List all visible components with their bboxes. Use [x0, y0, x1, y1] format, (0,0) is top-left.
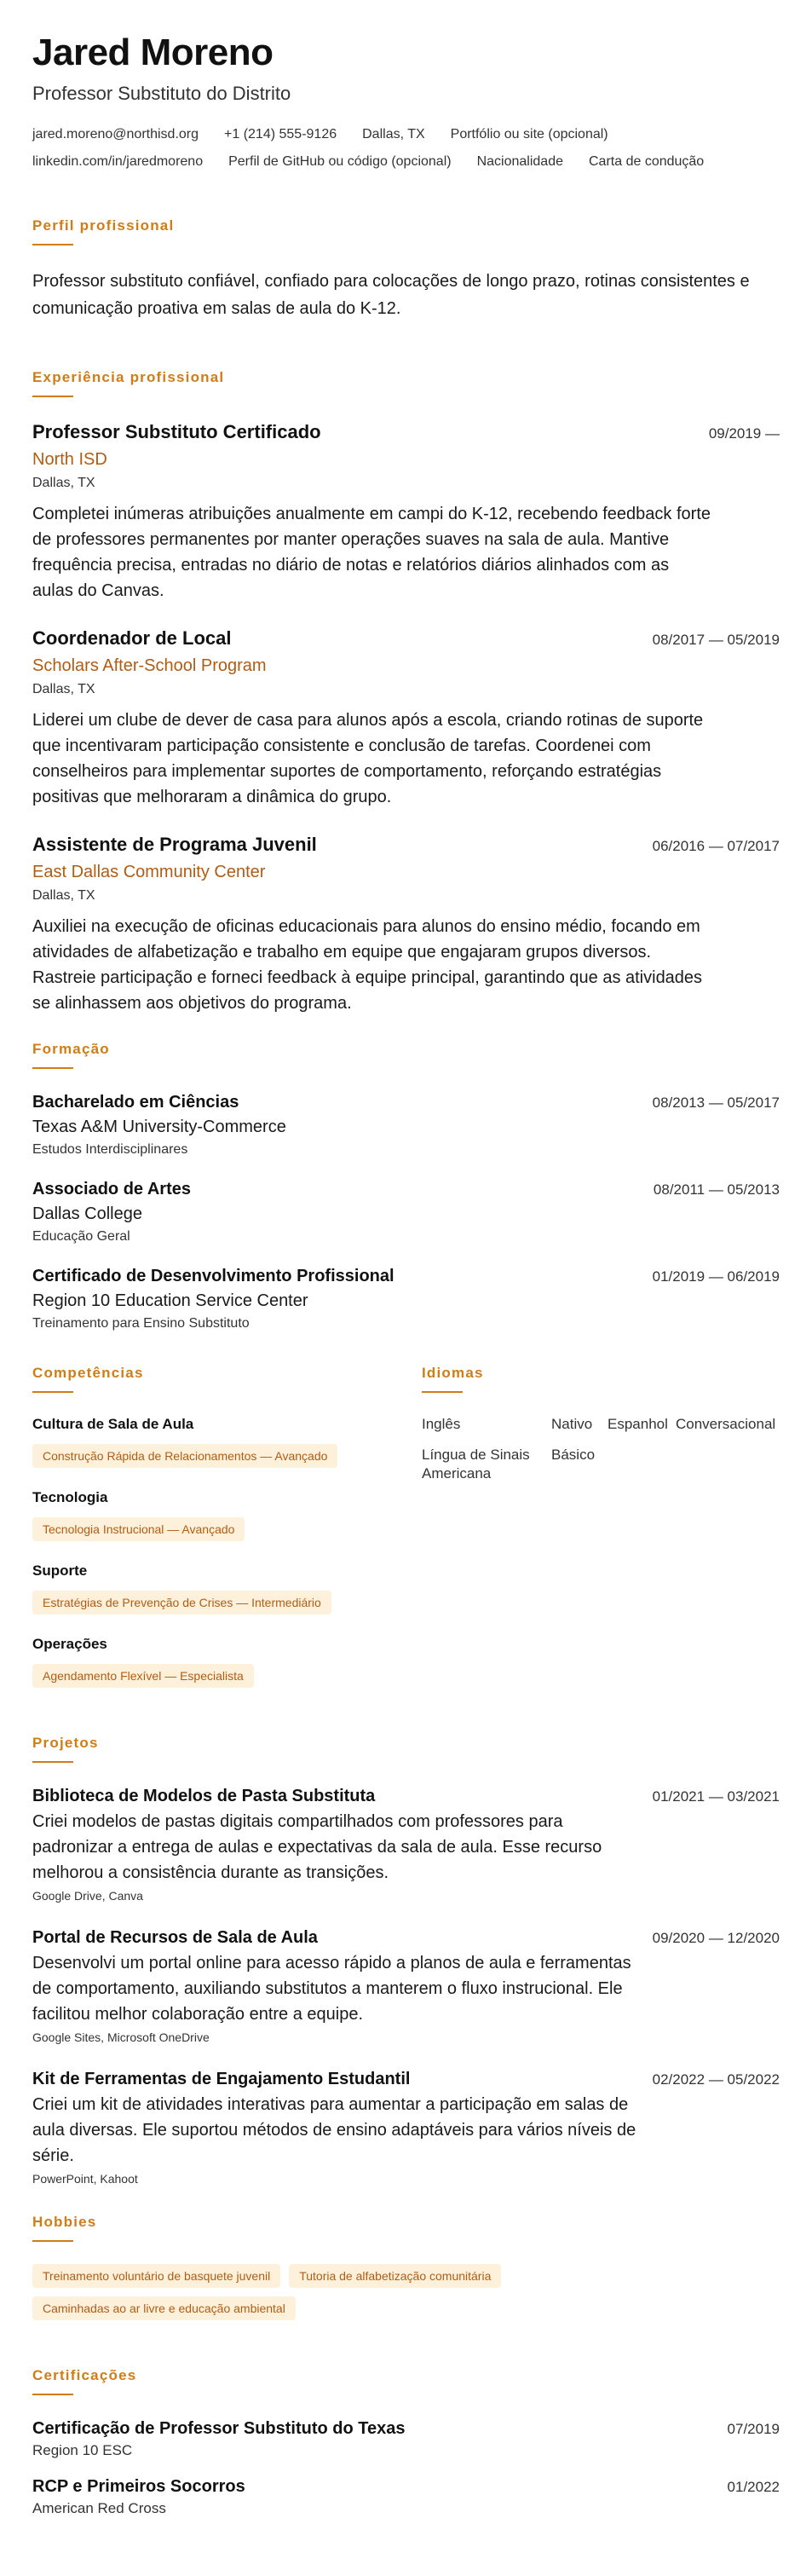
project-title: Portal de Recursos de Sala de Aula — [32, 1928, 318, 1947]
skill-chip: Agendamento Flexível — Especialista — [32, 1664, 254, 1688]
contact-driving-license: Carta de condução — [589, 154, 705, 169]
project-description: Desenvolvi um portal online para acesso rápido a planos de aula e ferramentas de comportamento, auxiliando substitutos a manterem o fluxo instrucional. Ele facilitou melhor colaboração entre a equipe. — [32, 1954, 631, 2024]
education-field: Treinamento para Ensino Substituto — [32, 1316, 250, 1331]
section-divider — [32, 1761, 73, 1763]
section-title: Certificações — [32, 2367, 137, 2383]
project-tech: PowerPoint, Kahoot — [32, 2172, 138, 2186]
education-school: Dallas College — [32, 1204, 142, 1223]
section-divider — [32, 1391, 73, 1393]
section-title: Formação — [32, 1041, 110, 1057]
skills-section — [32, 1364, 407, 1708]
job-location: Dallas, TX — [32, 682, 95, 696]
job-company: North ISD — [32, 450, 107, 469]
education-school: Region 10 Education Service Center — [32, 1291, 308, 1310]
job-location: Dallas, TX — [32, 476, 95, 490]
education-date: 08/2011 — 05/2013 — [653, 1181, 780, 1198]
contact-nationality: Nacionalidade — [476, 154, 563, 169]
project-title: Biblioteca de Modelos de Pasta Substituta — [32, 1787, 376, 1805]
contact-portfolio[interactable]: Portfólio ou site (opcional) — [450, 127, 608, 142]
education-field: Estudos Interdisciplinares — [32, 1142, 188, 1157]
project-date: 01/2021 — 03/2021 — [652, 1788, 780, 1805]
contact-linkedin[interactable]: linkedin.com/in/jaredmoreno — [32, 154, 204, 169]
skill-chip: Tecnologia Instrucional — Avançado — [32, 1517, 245, 1541]
language-name: Espanhol — [608, 1416, 668, 1432]
skill-category — [32, 1415, 407, 1468]
hobbies-section — [32, 2213, 780, 2320]
experience-section — [32, 368, 780, 1016]
certification-item — [32, 2417, 780, 2460]
section-divider — [422, 1391, 463, 1393]
project-item — [32, 2068, 780, 2187]
skill-chip: Estratégias de Prevenção de Crises — Intermediário — [32, 1591, 331, 1614]
hobby-chip: Treinamento voluntário de basquete juvenil — [32, 2264, 280, 2288]
job-title: Professor Substituto Certificado — [32, 421, 321, 442]
experience-item — [32, 419, 780, 604]
job-date: 09/2019 — — [708, 425, 780, 442]
project-description: Criei um kit de atividades interativas para aumentar a participação em salas de aula diversas. Ele suportou métodos de ensino adaptáveis para vários níveis de série. — [32, 2095, 636, 2165]
language-level: Conversacional — [676, 1416, 776, 1432]
contact-email[interactable]: jared.moreno@northisd.org — [32, 127, 199, 142]
project-date: 09/2020 — 12/2020 — [652, 1930, 780, 1946]
certification-issuer: Region 10 ESC — [32, 2442, 133, 2458]
certification-name: RCP e Primeiros Socorros — [32, 2477, 245, 2496]
section-divider — [32, 2240, 73, 2242]
certification-item — [32, 2475, 780, 2518]
job-date: 06/2016 — 07/2017 — [652, 838, 780, 854]
education-degree: Associado de Artes — [32, 1180, 191, 1198]
job-title: Coordenador de Local — [32, 627, 232, 649]
education-date: 08/2013 — 05/2017 — [652, 1095, 780, 1111]
job-description: Liderei um clube de dever de casa para alunos após a escola, criando rotinas de suporte que incentivaram participação consistente e conclusão de tarefas. Coordenei com conselheiros para implementar suportes de comportamento, reforçando estratégias positivas que melhoraram a dinâmica do grupo. — [32, 711, 704, 806]
skill-category — [32, 1488, 407, 1541]
project-tech: Google Sites, Microsoft OneDrive — [32, 2030, 210, 2044]
resume-header — [32, 31, 780, 170]
project-date: 02/2022 — 05/2022 — [652, 2071, 780, 2088]
contact-github[interactable]: Perfil de GitHub ou código (opcional) — [228, 154, 452, 169]
section-divider — [32, 2394, 73, 2395]
section-title: Perfil profissional — [32, 217, 175, 234]
experience-item — [32, 626, 780, 810]
contact-location: Dallas, TX — [362, 127, 425, 142]
education-date: 01/2019 — 06/2019 — [652, 1268, 780, 1285]
job-company: Scholars After-School Program — [32, 656, 267, 675]
job-location: Dallas, TX — [32, 888, 95, 903]
education-item — [32, 1091, 780, 1159]
project-item — [32, 1926, 780, 2046]
hobby-chip: Caminhadas ao ar livre e educação ambiental — [32, 2296, 296, 2320]
job-date: 08/2017 — 05/2019 — [652, 632, 780, 648]
skill-chip: Construção Rápida de Relacionamentos — Avançado — [32, 1444, 337, 1468]
job-company: East Dallas Community Center — [32, 863, 266, 881]
projects-section — [32, 1734, 780, 2187]
education-item — [32, 1178, 780, 1246]
section-title: Experiência profissional — [32, 369, 225, 385]
hobby-chip: Tutoria de alfabetização comunitária — [289, 2264, 501, 2288]
education-degree: Certificado de Desenvolvimento Profissional — [32, 1267, 394, 1285]
skill-category-name: Cultura de Sala de Aula — [32, 1416, 194, 1432]
education-item — [32, 1265, 780, 1333]
job-description: Completei inúmeras atribuições anualmente em campi do K-12, recebendo feedback forte de professores permanentes por manter operações suaves na sala de aula. Mantive frequência precisa, entradas no diário de notas e relatórios diários alinhados com as aulas do Canvas. — [32, 505, 711, 600]
candidate-headline: Professor Substituto do Distrito — [32, 83, 291, 104]
language-row — [422, 1446, 780, 1483]
language-row — [422, 1415, 780, 1434]
project-tech: Google Drive, Canva — [32, 1889, 143, 1903]
education-school: Texas A&M University-Commerce — [32, 1118, 286, 1136]
skill-category — [32, 1562, 407, 1614]
experience-item — [32, 832, 780, 1016]
language-level: Básico — [551, 1447, 596, 1463]
job-title: Assistente de Programa Juvenil — [32, 834, 317, 855]
certification-issuer: American Red Cross — [32, 2500, 166, 2516]
section-divider — [32, 1067, 73, 1069]
certification-date: 07/2019 — [727, 2421, 780, 2437]
project-title: Kit de Ferramentas de Engajamento Estudantil — [32, 2070, 411, 2088]
language-level: Nativo — [551, 1416, 593, 1432]
section-title: Projetos — [32, 1735, 99, 1751]
education-field: Educação Geral — [32, 1229, 130, 1244]
language-name: Inglês — [422, 1416, 461, 1432]
languages-section — [422, 1364, 780, 1708]
certifications-section — [32, 2366, 780, 2518]
section-title: Competências — [32, 1365, 144, 1381]
contact-list — [32, 126, 780, 170]
contact-phone[interactable]: +1 (214) 555-9126 — [224, 127, 337, 142]
skills-languages-row — [32, 1364, 780, 1708]
hobby-list — [32, 2264, 629, 2320]
section-divider — [32, 396, 73, 397]
section-title: Hobbies — [32, 2214, 97, 2230]
project-description: Criei modelos de pastas digitais compartilhados com professores para padronizar a entrega de aulas e expectativas da sala de aula. Esse recurso melhorou a consistência durante as transições. — [32, 1812, 602, 1882]
skill-category-name: Operações — [32, 1636, 107, 1652]
summary-section — [32, 217, 780, 322]
skill-category-name: Tecnologia — [32, 1489, 108, 1505]
candidate-name: Jared Moreno — [32, 32, 274, 73]
project-item — [32, 1785, 780, 1904]
certification-date: 01/2022 — [727, 2479, 780, 2495]
section-title: Idiomas — [422, 1365, 484, 1381]
skill-category-name: Suporte — [32, 1562, 88, 1579]
certification-name: Certificação de Professor Substituto do Texas — [32, 2419, 406, 2438]
skill-category — [32, 1635, 407, 1688]
section-divider — [32, 244, 73, 245]
education-degree: Bacharelado em Ciências — [32, 1093, 239, 1112]
language-name: Língua de Sinais Americana — [422, 1447, 530, 1481]
job-description: Auxiliei na execução de oficinas educacionais para alunos do ensino médio, focando em atividades de alfabetização e trabalho em equipe que engajaram grupos diversos. Rastreie participação e forneci feedback à equipe principal, garantindo que as atividades se alinhassem aos objetivos do programa. — [32, 917, 703, 1013]
summary-text: Professor substituto confiável, confiado para colocações de longo prazo, rotinas consistentes e comunicação proativa em salas de aula do K-12. — [32, 272, 750, 318]
education-section — [32, 1040, 780, 1333]
